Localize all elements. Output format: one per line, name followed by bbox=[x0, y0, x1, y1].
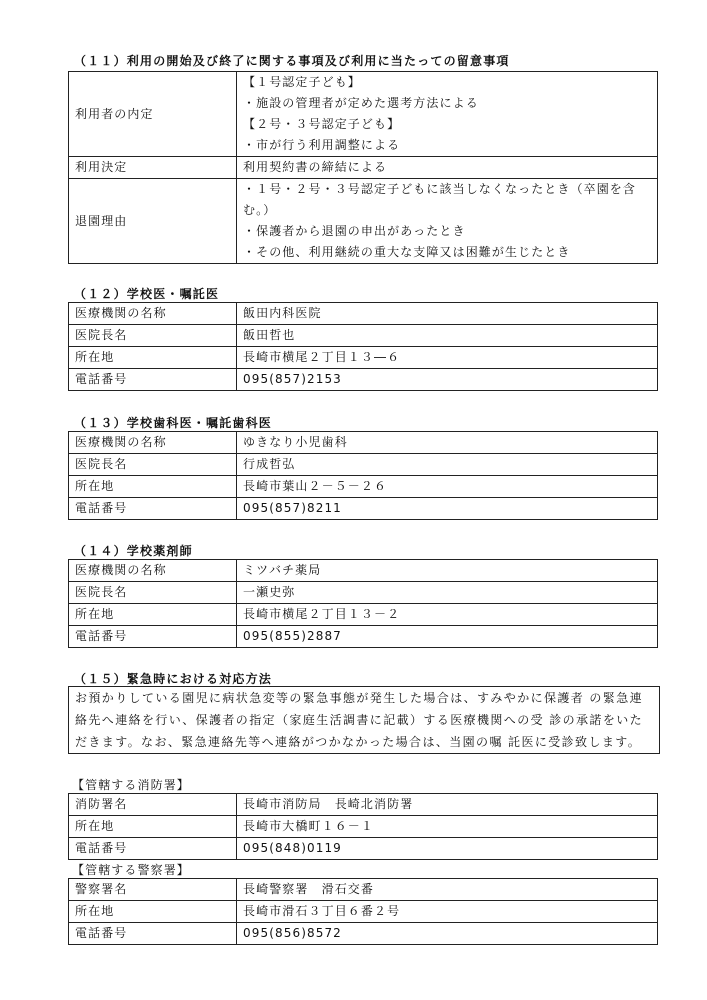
row-value bbox=[237, 72, 658, 157]
row-value: 長崎市横尾２丁目１３－２ bbox=[237, 604, 658, 626]
row-value: 095(857)2153 bbox=[237, 369, 658, 391]
row-value: 095(848)0119 bbox=[237, 838, 658, 860]
row-key: 電話番号 bbox=[69, 923, 237, 945]
table-row bbox=[69, 838, 658, 860]
row-value: 長崎市大橋町１６－１ bbox=[237, 816, 658, 838]
section-15-heading: （１５）緊急時における対応方法 bbox=[74, 672, 273, 686]
row-key: 電話番号 bbox=[69, 498, 237, 520]
table-row bbox=[69, 794, 658, 816]
row-value: 長崎市消防局 長崎北消防署 bbox=[237, 794, 658, 816]
table-row bbox=[69, 325, 658, 347]
table-row bbox=[69, 432, 658, 454]
table-row bbox=[69, 369, 658, 391]
table-row bbox=[69, 626, 658, 648]
section-12-heading: （１２）学校医・嘱託医 bbox=[74, 287, 220, 301]
row-key: 電話番号 bbox=[69, 369, 237, 391]
row-key: 医療機関の名称 bbox=[69, 560, 237, 582]
table-row bbox=[69, 157, 658, 179]
section-12-table bbox=[68, 302, 658, 391]
row-key: 医療機関の名称 bbox=[69, 303, 237, 325]
row-key: 警察署名 bbox=[69, 879, 237, 901]
value-line: 【２号・３号認定子ども】 bbox=[243, 117, 401, 131]
row-value: 095(856)8572 bbox=[237, 923, 658, 945]
table-row bbox=[69, 923, 658, 945]
table-row bbox=[69, 901, 658, 923]
table-row bbox=[69, 347, 658, 369]
row-value: 飯田内科医院 bbox=[237, 303, 658, 325]
row-value: 095(857)8211 bbox=[237, 498, 658, 520]
row-key: 消防署名 bbox=[69, 794, 237, 816]
row-key: 医院長名 bbox=[69, 325, 237, 347]
fire-station-label: 【管轄する消防署】 bbox=[72, 778, 190, 792]
row-value bbox=[237, 157, 658, 179]
row-key: 所在地 bbox=[69, 347, 237, 369]
row-value: 飯田哲也 bbox=[237, 325, 658, 347]
table-row bbox=[69, 454, 658, 476]
row-key: 利用者の内定 bbox=[69, 72, 237, 157]
fire-station-table bbox=[68, 793, 658, 860]
police-station-table bbox=[68, 878, 658, 945]
table-row bbox=[69, 879, 658, 901]
row-key: 電話番号 bbox=[69, 838, 237, 860]
row-key: 利用決定 bbox=[69, 157, 237, 179]
section-11-table bbox=[68, 71, 658, 264]
row-key: 所在地 bbox=[69, 901, 237, 923]
table-row bbox=[69, 582, 658, 604]
row-value: 長崎市横尾２丁目１３―６ bbox=[237, 347, 658, 369]
table-row bbox=[69, 498, 658, 520]
row-key: 医療機関の名称 bbox=[69, 432, 237, 454]
row-value: 行成哲弘 bbox=[237, 454, 658, 476]
emergency-procedure-text: お預かりしている園児に病状急変等の緊急事態が発生した場合は、すみやかに保護者 の緊急連絡先へ連絡を行い、保護者の指定（家庭生活調書に記載）する医療機関への受 診の承諾をいただきます。なお、緊急連絡先等へ連絡がつかなかった場合は、当園の嘱 託医に受診致します。 bbox=[68, 686, 660, 754]
value-line: ・１号・２号・３号認定子どもに該当しなくなったとき（卒園を含む。） bbox=[243, 182, 637, 217]
row-value: 長崎市滑石３丁目６番２号 bbox=[237, 901, 658, 923]
row-key: 医院長名 bbox=[69, 454, 237, 476]
table-row bbox=[69, 816, 658, 838]
row-value: 一瀬史弥 bbox=[237, 582, 658, 604]
value-line: ・保護者から退園の申出があったとき bbox=[243, 224, 466, 238]
row-value: 長崎警察署 滑石交番 bbox=[237, 879, 658, 901]
row-value: 長崎市葉山２－５－２６ bbox=[237, 476, 658, 498]
value-line: ・その他、利用継続の重大な支障又は困難が生じたとき bbox=[243, 245, 571, 259]
police-station-label: 【管轄する警察署】 bbox=[72, 863, 190, 877]
value-line: 【１号認定子ども】 bbox=[243, 75, 361, 89]
section-11-heading: （１１）利用の開始及び終了に関する事項及び利用に当たっての留意事項 bbox=[74, 54, 510, 68]
value-line: ・市が行う利用調整による bbox=[243, 138, 401, 152]
section-14-heading: （１４）学校薬剤師 bbox=[74, 544, 193, 558]
row-key: 電話番号 bbox=[69, 626, 237, 648]
table-row bbox=[69, 179, 658, 264]
row-value: 095(855)2887 bbox=[237, 626, 658, 648]
row-key: 所在地 bbox=[69, 604, 237, 626]
section-13-table bbox=[68, 431, 658, 520]
table-row bbox=[69, 303, 658, 325]
row-key: 医院長名 bbox=[69, 582, 237, 604]
row-key: 退園理由 bbox=[69, 179, 237, 264]
row-value bbox=[237, 179, 658, 264]
row-key: 所在地 bbox=[69, 476, 237, 498]
table-row bbox=[69, 560, 658, 582]
value-line: ・施設の管理者が定めた選考方法による bbox=[243, 96, 479, 110]
row-value: ミツバチ薬局 bbox=[237, 560, 658, 582]
row-value: ゆきなり小児歯科 bbox=[237, 432, 658, 454]
table-row bbox=[69, 72, 658, 157]
section-13-heading: （１３）学校歯科医・嘱託歯科医 bbox=[74, 416, 273, 430]
table-row bbox=[69, 476, 658, 498]
table-row bbox=[69, 604, 658, 626]
value-line: 利用契約書の締結による bbox=[243, 160, 388, 174]
row-key: 所在地 bbox=[69, 816, 237, 838]
section-14-table bbox=[68, 559, 658, 648]
